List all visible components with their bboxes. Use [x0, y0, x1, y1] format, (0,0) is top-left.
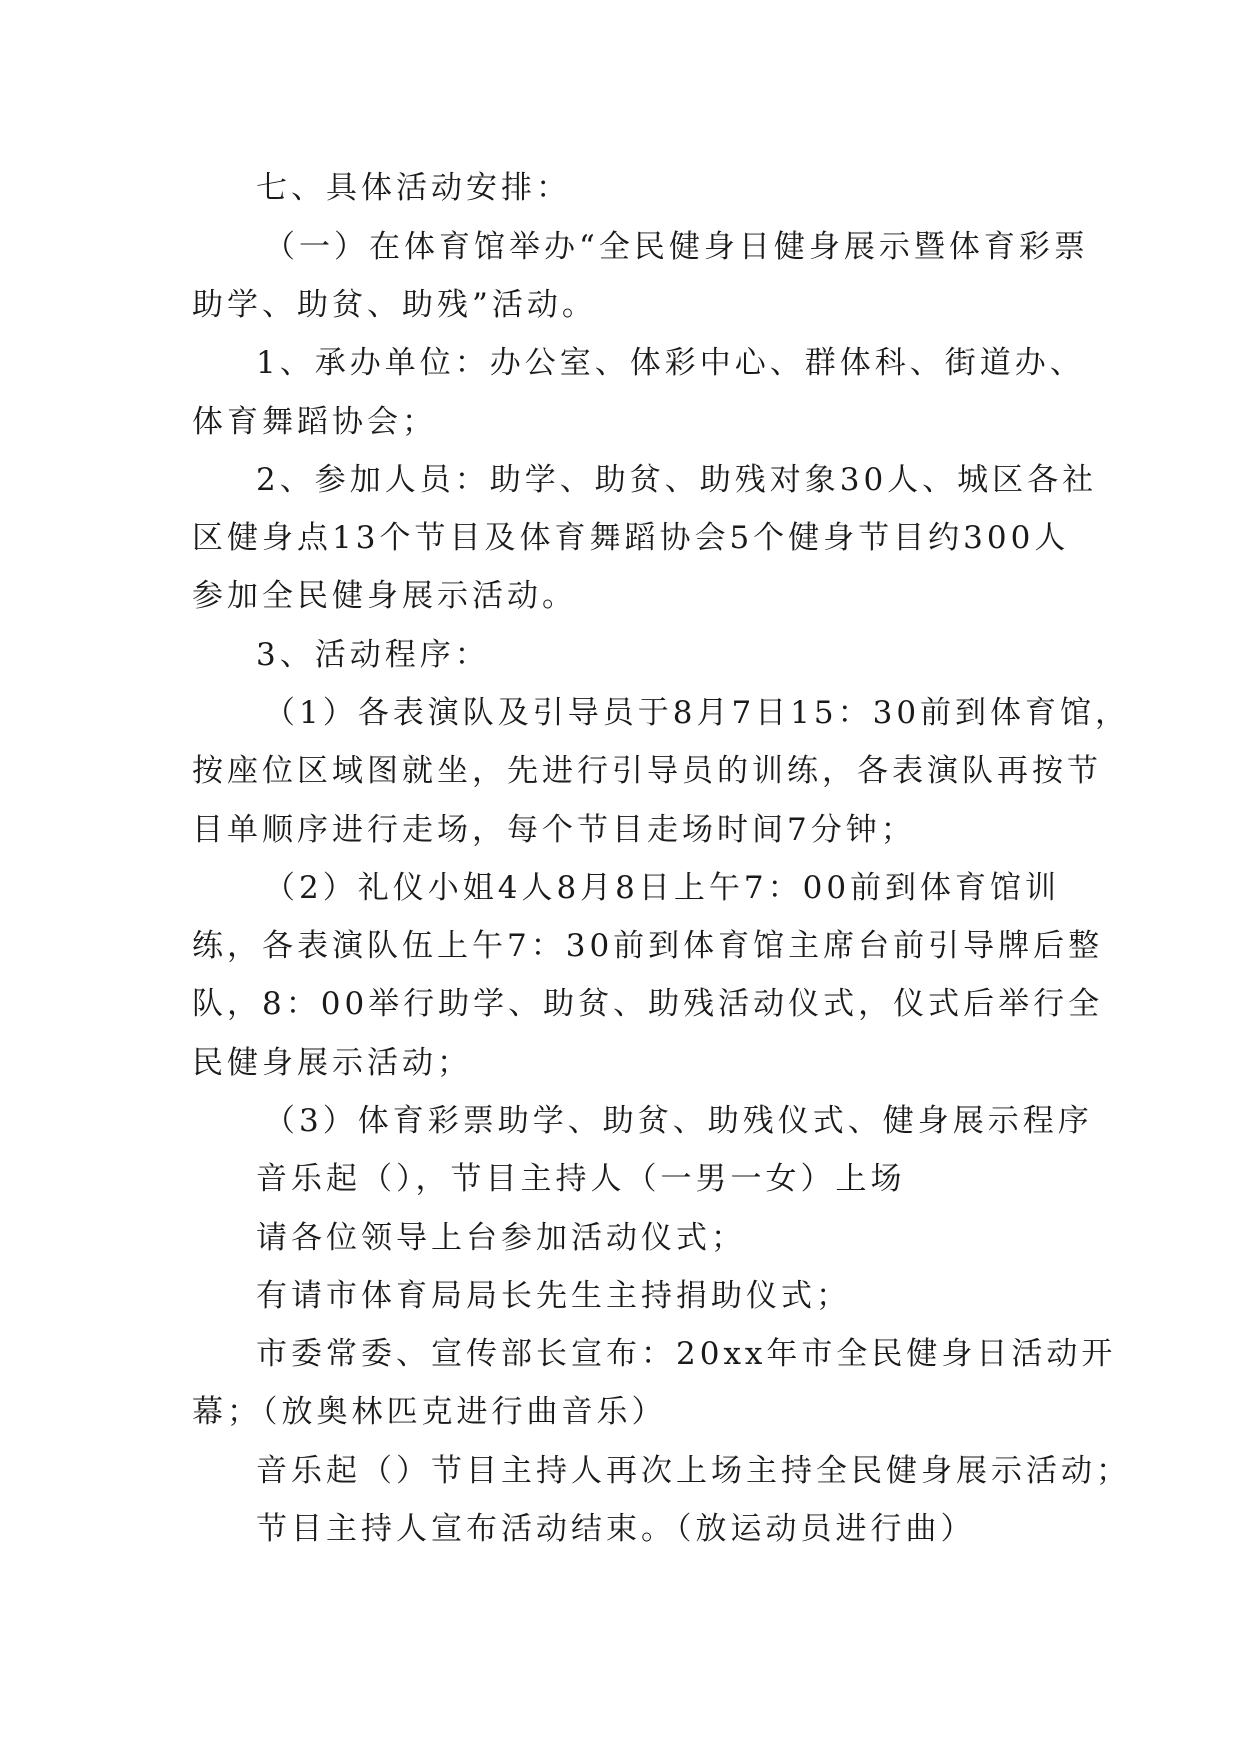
paragraph-line: 区健身点13个节目及体育舞蹈协会5个健身节目约300人	[192, 520, 1070, 556]
paragraph-line: 1、承办单位：办公室、体彩中心、群体科、街道办、	[256, 345, 1085, 381]
paragraph-line: 3、活动程序：	[256, 637, 490, 673]
paragraph-line: 体育舞蹈协会；	[192, 404, 437, 440]
paragraph-line: 目单顺序进行走场，每个节目走场时间7分钟；	[192, 812, 916, 848]
paragraph-line: 民健身展示活动；	[192, 1045, 472, 1081]
paragraph-line: 市委常委、宣传部长宣布：20xx年市全民健身日活动开	[256, 1336, 1117, 1372]
paragraph-line: （一）在体育馆举办“全民健身日健身展示暨体育彩票	[264, 229, 1089, 265]
paragraph-line: 按座位区域图就坐，先进行引导员的训练，各表演队再按节	[192, 753, 1102, 789]
paragraph-line: （1）各表演队及引导员于8月7日15：30前到体育馆，	[264, 695, 1131, 731]
paragraph-line: 音乐起（），节目主持人（一男一女）上场	[256, 1161, 906, 1197]
paragraph-line: 有请市体育局局长先生主持捐助仪式；	[256, 1278, 851, 1314]
paragraph-line: 音乐起（）节目主持人再次上场主持全民健身展示活动；	[256, 1453, 1131, 1489]
paragraph-line: （3）体育彩票助学、助贫、助残仪式、健身展示程序	[264, 1103, 1093, 1139]
paragraph-line: 2、参加人员：助学、助贫、助残对象30人、城区各社	[256, 462, 1098, 498]
paragraph-line: 队，8：00举行助学、助贫、助残活动仪式，仪式后举行全	[192, 986, 1104, 1022]
paragraph-line: 助学、助贫、助残”活动。	[192, 287, 597, 323]
paragraph-line: （2）礼仪小姐4人8月8日上午7：00前到体育馆训	[264, 870, 1061, 906]
paragraph-line: 幕；（放奥林匹克进行曲音乐）	[192, 1394, 667, 1430]
paragraph-line: 练，各表演队伍上午7：30前到体育馆主席台前引导牌后整	[192, 928, 1104, 964]
section-heading: 七、具体活动安排：	[256, 170, 571, 206]
paragraph-line: 参加全民健身展示活动。	[192, 578, 577, 614]
paragraph-line: 节目主持人宣布活动结束。（放运动员进行曲）	[256, 1511, 976, 1547]
paragraph-line: 请各位领导上台参加活动仪式；	[256, 1220, 746, 1256]
